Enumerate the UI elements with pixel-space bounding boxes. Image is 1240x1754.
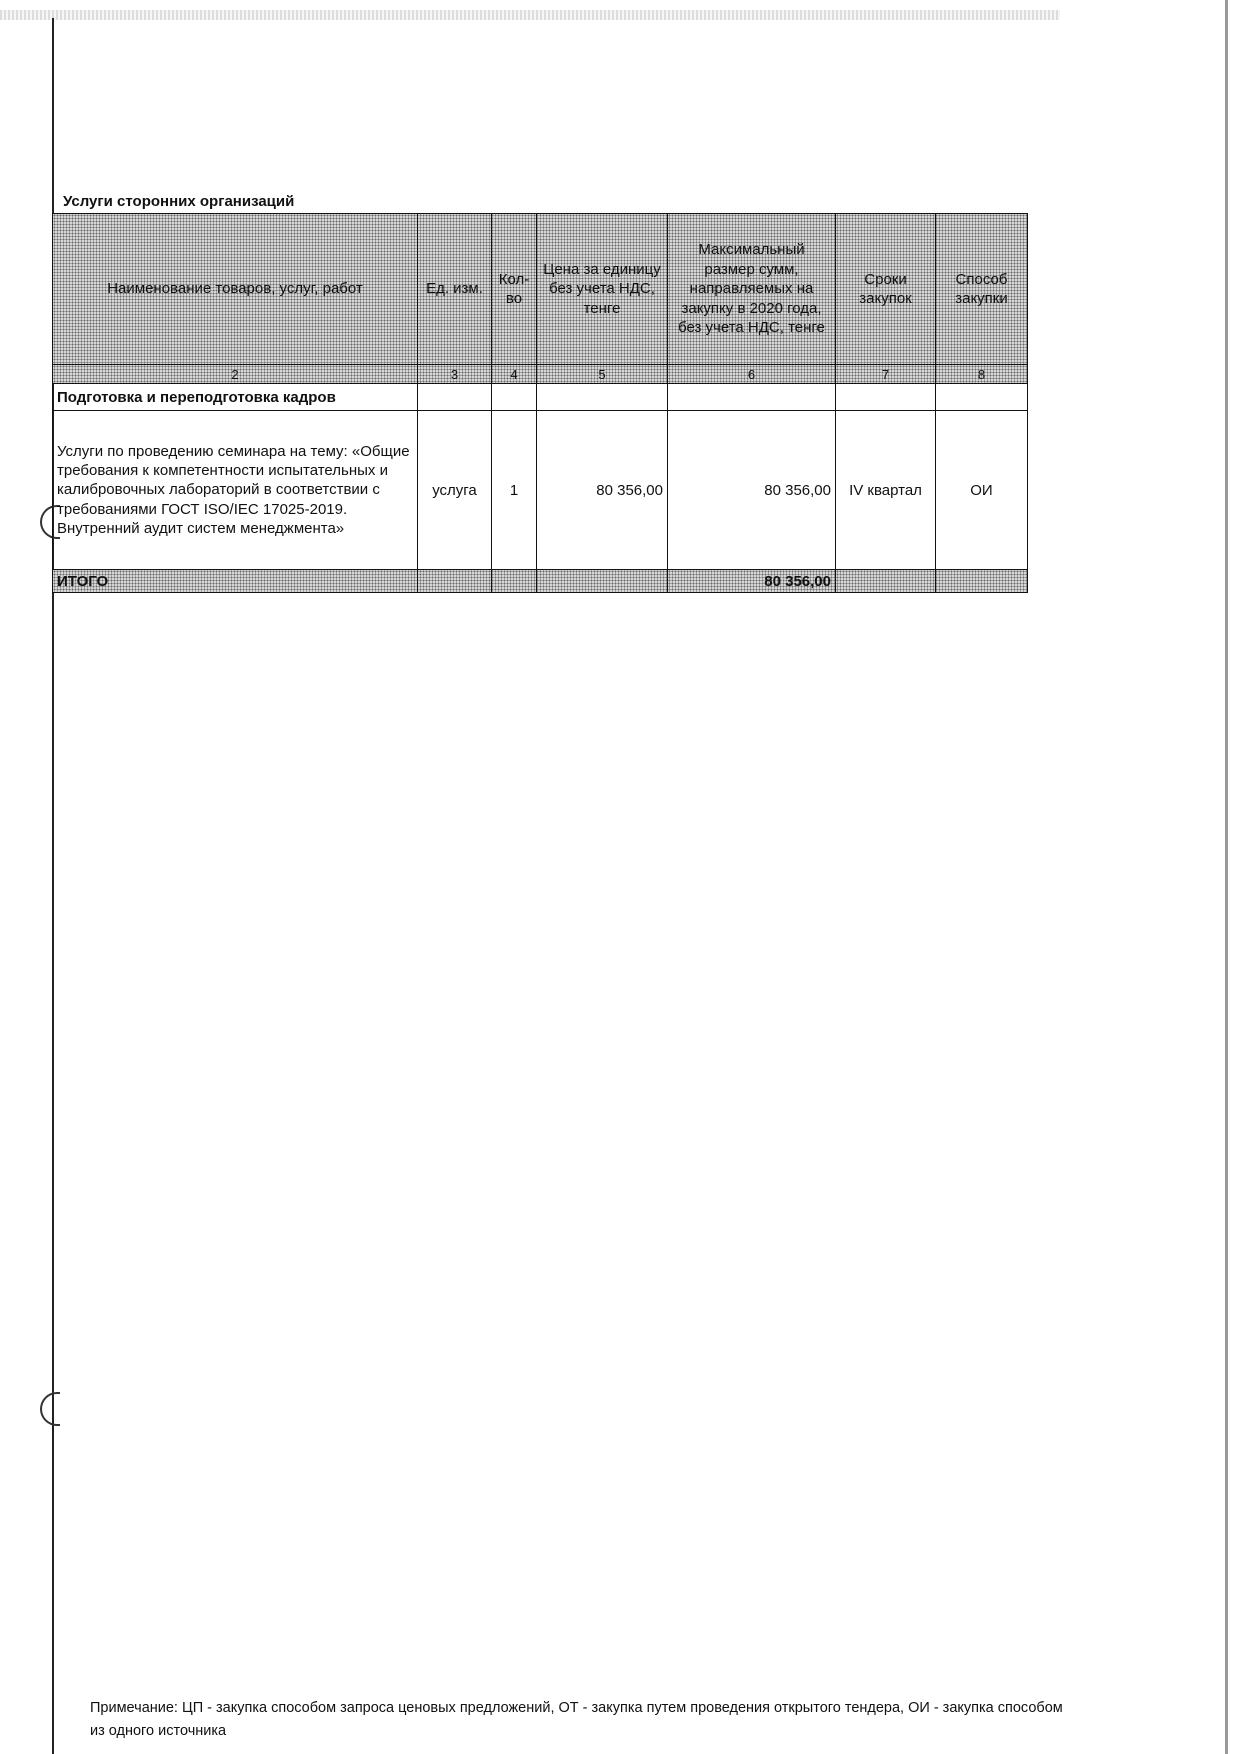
empty-cell [492,384,537,411]
scan-edge-top [0,10,1060,20]
header-unit-price: Цена за единицу без учета НДС, тенге [537,214,668,365]
punch-hole-mark [40,1392,60,1426]
empty-cell [418,570,492,593]
scan-edge-right [1225,0,1228,1754]
header-period: Сроки закупок [836,214,936,365]
empty-cell [836,570,936,593]
empty-cell [537,570,668,593]
column-number: 3 [418,365,492,384]
section-label: Подготовка и переподготовка кадров [53,384,418,411]
column-number: 6 [668,365,836,384]
footnote: Примечание: ЦП - закупка способом запроса ценовых предложений, ОТ - закупка путем проведения открытого тендера, ОИ - закупка способом из одного источника [90,1700,1063,1740]
header-max-amount: Максимальный размер сумм, направляемых на закупку в 2020 года, без учета НДС, тенге [668,214,836,365]
procurement-table [52,213,1028,593]
table-header-row [53,214,1028,365]
item-max-amount: 80 356,00 [668,411,836,570]
column-number: 8 [936,365,1028,384]
column-number: 4 [492,365,537,384]
total-row [53,570,1028,593]
column-number: 2 [53,365,418,384]
item-period: IV квартал [836,411,936,570]
item-unit-price: 80 356,00 [537,411,668,570]
empty-cell [836,384,936,411]
header-unit: Ед. изм. [418,214,492,365]
empty-cell [492,570,537,593]
section-row [53,384,1028,411]
empty-cell [418,384,492,411]
total-label: ИТОГО [53,570,418,593]
empty-cell [936,384,1028,411]
empty-cell [668,384,836,411]
table-row [53,411,1028,570]
section-title: Услуги сторонних организаций [63,193,295,210]
item-name: Услуги по проведению семинара на тему: «Общие требования к компетентности испытательных и калибровочных лабораторий в соответствии с требованиями ГОСТ ISO/IEC 17025-2019. Внутренний аудит систем менеджмента» [53,411,418,570]
column-number: 5 [537,365,668,384]
item-method: ОИ [936,411,1028,570]
header-quantity: Кол-во [492,214,537,365]
total-amount: 80 356,00 [668,570,836,593]
item-quantity: 1 [492,411,537,570]
header-name: Наименование товаров, услуг, работ [53,214,418,365]
column-number-row [53,365,1028,384]
column-number: 7 [836,365,936,384]
item-unit: услуга [418,411,492,570]
header-method: Способ закупки [936,214,1028,365]
empty-cell [936,570,1028,593]
empty-cell [537,384,668,411]
